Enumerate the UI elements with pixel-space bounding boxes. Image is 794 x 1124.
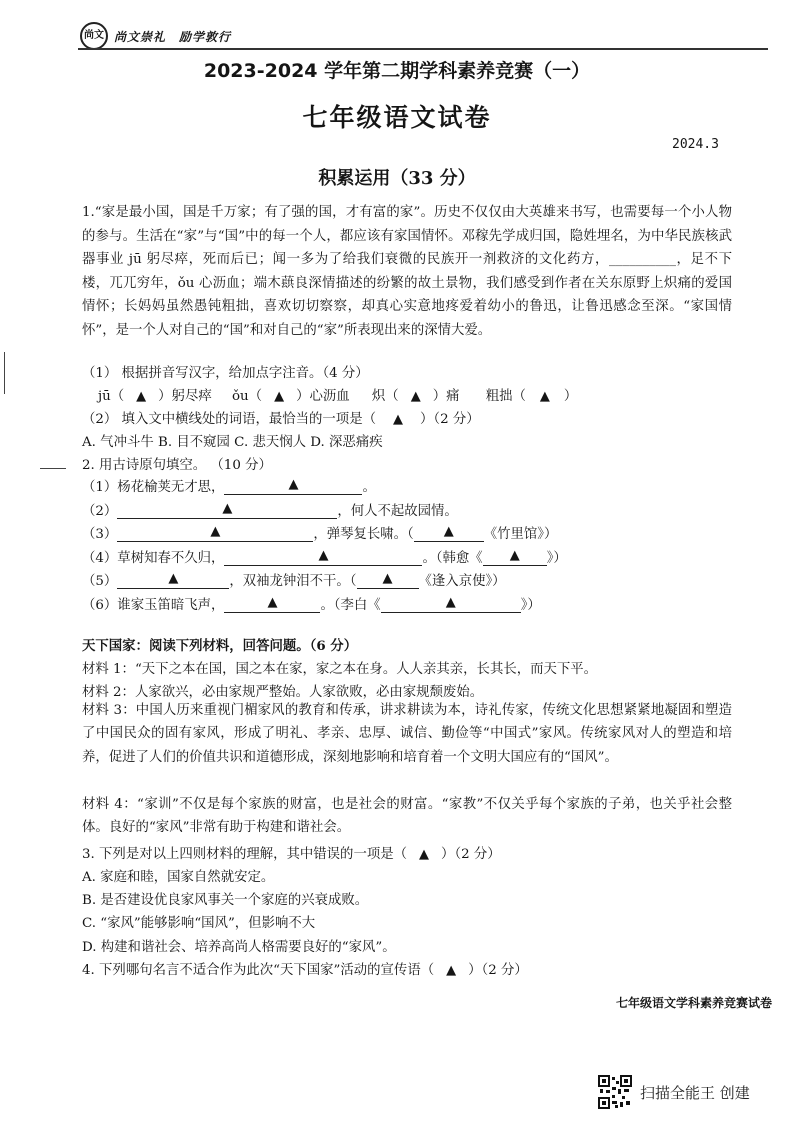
- material-4: 材料 4：“家训”不仅是每个家族的财富，也是社会的财富。“家教”不仅关乎每个家族的子弟，也关乎社会整体。良好的“家风”非常有助于构建和谐社会。: [82, 797, 732, 836]
- q1-passage: 1.“家是最小国，国是千万家；有了强的国，才有富的家”。历史不仅仅由大英雄来书写，也需要每一个小人物的参与。生活在“家”与“国”中的每一个人，都应该有家国情怀。邓稼先学成归国，隐姓埋名，为中华民族核武器事业 jū 躬尽瘁，死而后已；闻一多为了给我们衰微的民族开一剂救济的文化药方，__________，足不下楼，兀兀穷年，ǒu 心沥血；端木蕻良深情描述的纷繁的故土景物，我们感受到作者在关东原野上炽痛的爱国情怀；长妈妈虽然愚钝粗拙，喜欢切切察察，却真心实意地疼爱着幼小的鲁迅，让鲁迅感念至深。“家国情怀”，是一个人对自己的“国”和对自己的“家”所表现出来的深情大爱。: [82, 205, 732, 338]
- material-1: 材料 1：“天下之本在国，国之本在家，家之本在身。人人亲其亲，长其长，而天下平。: [82, 662, 598, 677]
- answer-blank[interactable]: ▲: [419, 847, 430, 862]
- q2-line-4: （4）草树知春不久归， ▲ 。（韩愈《 ▲ 》）: [82, 548, 567, 566]
- q3-option-c: C. “家风”能够影响“国风”，但影响不大: [82, 916, 316, 931]
- answer-blank[interactable]: ▲: [539, 389, 550, 404]
- q3-option-b: B. 是否建设优良家风事关一个家庭的兴衰成败。: [82, 893, 369, 908]
- q2-line-2: （2） ▲ ，何人不起故园情。: [82, 501, 458, 519]
- q2-title: 2. 用古诗原句填空。 （10 分）: [82, 458, 272, 473]
- pinyin-item: 炽（ ▲ ）痛: [371, 389, 460, 404]
- q3-option-a: A. 家庭和睦，国家自然就安定。: [82, 870, 275, 885]
- fill-blank[interactable]: ▲: [224, 477, 362, 495]
- section-title: 积累运用（33 分）: [318, 168, 476, 189]
- header-divider: [78, 48, 768, 50]
- scan-edge-mark: [40, 468, 66, 469]
- school-motto: 尚文崇礼 励学敦行: [114, 29, 232, 44]
- fill-blank[interactable]: ▲: [224, 595, 320, 613]
- exam-title: 2023-2024 学年第二期学科素养竞赛（一）: [203, 60, 591, 82]
- fill-blank[interactable]: ▲: [381, 595, 521, 613]
- answer-blank[interactable]: ▲: [136, 389, 147, 404]
- pinyin-item: jū（ ▲ ）躬尽瘁: [98, 389, 212, 404]
- pinyin-item: 粗拙（ ▲ ）: [485, 389, 578, 404]
- q2-line-1: （1）杨花榆荚无才思， ▲ 。: [82, 477, 376, 495]
- answer-blank[interactable]: ▲: [392, 412, 403, 427]
- material-2: 材料 2：人家欲兴，必由家规严整始。人家欲败，必由家规颓废始。: [82, 685, 484, 700]
- answer-blank[interactable]: ▲: [446, 963, 457, 978]
- exam-subtitle: 七年级语文试卷: [302, 103, 492, 132]
- qr-code-icon: [598, 1075, 632, 1109]
- q2-line-6: （6）谁家玉笛暗飞声， ▲ 。（李白《 ▲ 》）: [82, 595, 541, 613]
- school-logo: [80, 22, 108, 50]
- fill-blank[interactable]: ▲: [117, 524, 313, 542]
- q4-stem: 4. 下列哪句名言不适合作为此次“天下国家”活动的宣传语（ ▲ ）（2 分）: [82, 963, 528, 978]
- scanner-watermark: 扫描全能王 创建: [640, 1084, 750, 1102]
- fill-blank[interactable]: ▲: [414, 524, 484, 542]
- answer-blank[interactable]: ▲: [274, 389, 285, 404]
- q3-option-d: D. 构建和谐社会、培养高尚人格需要良好的“家风”。: [82, 940, 396, 955]
- fill-blank[interactable]: ▲: [483, 548, 547, 566]
- q1-sub1: （1） 根据拼音写汉字，给加点字注音。（4 分）: [82, 366, 369, 381]
- fill-blank[interactable]: ▲: [117, 501, 337, 519]
- pinyin-item: ǒu（ ▲ ）心沥血: [232, 389, 350, 404]
- scan-edge-mark: [4, 352, 5, 394]
- fill-blank[interactable]: ▲: [357, 571, 419, 589]
- exam-date: 2024.3: [672, 137, 719, 152]
- footer-caption: 七年级语文学科素养竞赛试卷: [615, 996, 772, 1010]
- q1-sub2: （2） 填入文中横线处的词语，最恰当的一项是（ ▲ ）（2 分）: [82, 412, 480, 427]
- school-header: [80, 22, 231, 50]
- material-3: 材料 3：中国人历来重视门楣家风的教育和传承，讲求耕读为本，诗礼传家，传统文化思想紧紧地凝固和塑造了中国民众的固有家风，形成了明礼、孝亲、忠厚、诚信、勤俭等“中国式”家风。传统家风对人的塑造和培养，促进了人们的价值共识和道德形成，深刻地影响和培育着一个文明大国应有的“国风”。: [82, 703, 732, 765]
- fill-blank[interactable]: ▲: [117, 571, 229, 589]
- fill-blank[interactable]: ▲: [224, 548, 422, 566]
- q3-stem: 3. 下列是对以上四则材料的理解，其中错误的一项是（ ▲ ）（2 分）: [82, 847, 501, 862]
- q2-line-5: （5） ▲ ，双袖龙钟泪不干。（ ▲ 《逢入京使》）: [82, 571, 506, 589]
- tianxia-intro: 天下国家：阅读下列材料，回答问题。（6 分）: [82, 638, 358, 654]
- q1-pinyin-row: [98, 385, 577, 404]
- logo-text: 尚文: [84, 30, 104, 41]
- q2-line-3: （3） ▲ ，弹琴复长啸。（ ▲ 《竹里馆》）: [82, 524, 558, 542]
- answer-blank[interactable]: ▲: [410, 389, 421, 404]
- q1-options: A. 气冲斗牛 B. 目不窥园 C. 悲天悯人 D. 深恶痛疾: [82, 435, 383, 450]
